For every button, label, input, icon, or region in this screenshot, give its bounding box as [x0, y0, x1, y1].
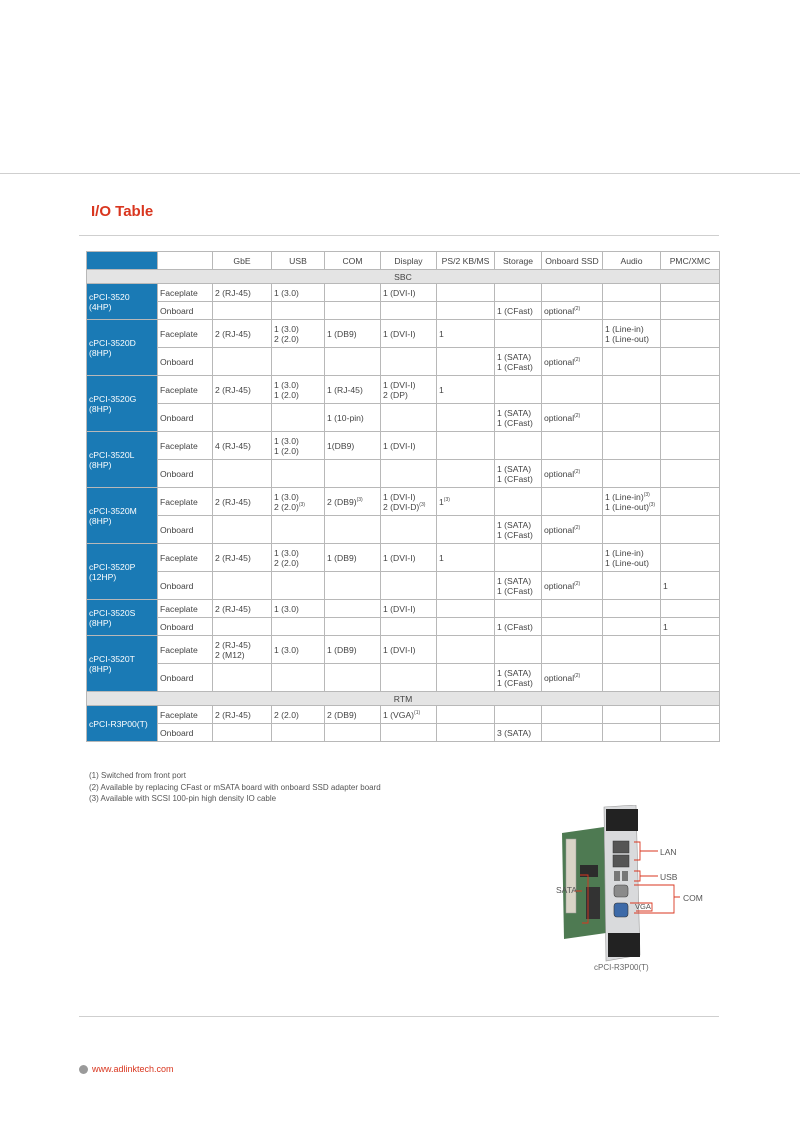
row-type: Faceplate — [158, 488, 213, 516]
com-port — [614, 885, 628, 897]
table-cell — [437, 664, 495, 692]
row-type: Onboard — [158, 404, 213, 432]
column-header: Storage — [495, 252, 542, 270]
table-cell — [272, 404, 325, 432]
column-header: Audio — [603, 252, 661, 270]
table-cell — [381, 404, 437, 432]
table-row — [87, 636, 720, 664]
table-row — [87, 460, 720, 488]
table-cell — [213, 348, 272, 376]
title-divider — [79, 235, 719, 236]
column-header: PMC/XMC — [661, 252, 720, 270]
website-link[interactable]: www.adlinktech.com — [92, 1064, 174, 1074]
bottom-divider — [79, 1016, 719, 1017]
model-name: cPCI-3520L (8HP) — [87, 432, 158, 488]
table-cell — [272, 572, 325, 600]
table-row — [87, 320, 720, 348]
table-row — [87, 302, 720, 320]
table-cell: 1 (SATA) 1 (CFast) — [495, 572, 542, 600]
section-row — [87, 692, 720, 706]
com-label: COM — [683, 893, 703, 903]
table-row — [87, 516, 720, 544]
table-cell — [325, 348, 381, 376]
table-cell — [437, 600, 495, 618]
table-row — [87, 618, 720, 636]
section-label: RTM — [87, 692, 720, 706]
table-cell — [603, 348, 661, 376]
row-type: Faceplate — [158, 320, 213, 348]
table-cell: 1 — [661, 618, 720, 636]
table-cell — [381, 618, 437, 636]
table-cell: 1 (3.0) 2 $(2.0)^{(3)}$ — [272, 488, 325, 516]
table-cell — [325, 600, 381, 618]
row-type: Faceplate — [158, 706, 213, 724]
table-cell: 2 (RJ-45) — [213, 706, 272, 724]
table-cell: 1 (3.0) 1 (2.0) — [272, 376, 325, 404]
vga-label: VGA — [635, 902, 651, 911]
table-cell — [437, 618, 495, 636]
table-cell: 1 (DVI-I) — [381, 432, 437, 460]
lan-label: LAN — [660, 847, 677, 857]
table-cell — [542, 284, 603, 302]
row-type: Faceplate — [158, 376, 213, 404]
table-cell — [603, 706, 661, 724]
table-cell: 2 (2.0) — [272, 706, 325, 724]
table-cell — [437, 284, 495, 302]
row-type: Onboard — [158, 460, 213, 488]
table-cell — [661, 664, 720, 692]
table-cell — [542, 432, 603, 460]
model-name: cPCI-3520P (12HP) — [87, 544, 158, 600]
table-cell — [213, 724, 272, 742]
figure-caption: cPCI-R3P00(T) — [594, 963, 649, 972]
table-cell: 1 (DB9) — [325, 544, 381, 572]
table-cell — [542, 320, 603, 348]
table-cell: 2 $(DB9)^{(3)}$ — [325, 488, 381, 516]
table-cell — [213, 404, 272, 432]
table-cell — [437, 516, 495, 544]
table-row — [87, 600, 720, 618]
table-cell — [603, 432, 661, 460]
table-cell — [661, 284, 720, 302]
table-cell — [542, 618, 603, 636]
page-title: I/O Table — [91, 203, 154, 220]
table-cell — [272, 516, 325, 544]
table-cell: 1 (DVI-I) 2 $(DVI-D)^{(3)}$ — [381, 488, 437, 516]
table-cell — [495, 284, 542, 302]
sata-label: SATA — [556, 885, 577, 895]
table-cell — [661, 460, 720, 488]
table-cell — [603, 284, 661, 302]
table-row — [87, 376, 720, 404]
row-type: Faceplate — [158, 432, 213, 460]
table-cell: optional$^{(2)}$ — [542, 348, 603, 376]
table-cell: optional$^{(2)}$ — [542, 572, 603, 600]
table-cell: optional$^{(2)}$ — [542, 302, 603, 320]
table-cell — [661, 432, 720, 460]
table-cell — [437, 302, 495, 320]
section-row — [87, 270, 720, 284]
vga-port — [614, 903, 628, 917]
header-corner — [87, 252, 158, 270]
table-cell — [603, 516, 661, 544]
backplane-connector — [566, 839, 576, 913]
table-cell — [381, 348, 437, 376]
table-cell — [381, 302, 437, 320]
table-cell: 1 — [661, 572, 720, 600]
table-cell: 1 (3.0) — [272, 636, 325, 664]
model-name: cPCI-3520T (8HP) — [87, 636, 158, 692]
table-cell — [437, 348, 495, 376]
table-cell — [542, 544, 603, 572]
row-type: Faceplate — [158, 600, 213, 618]
table-cell — [495, 488, 542, 516]
table-cell — [603, 618, 661, 636]
table-cell: 1(DB9) — [325, 432, 381, 460]
table-cell — [213, 516, 272, 544]
column-header: Display — [381, 252, 437, 270]
table-cell — [495, 706, 542, 724]
table-cell: optional$^{(2)}$ — [542, 404, 603, 432]
model-name: cPCI-3520G (8HP) — [87, 376, 158, 432]
table-cell — [495, 636, 542, 664]
table-cell — [542, 376, 603, 404]
table-header-row — [87, 252, 720, 270]
table-cell: 1 (Line-in)$^{(3)}$ 1 (Line-out)$^{(3)}$ — [603, 488, 661, 516]
table-cell: 2 (RJ-45) — [213, 320, 272, 348]
table-cell — [381, 724, 437, 742]
table-cell: 1 — [437, 544, 495, 572]
table-cell — [325, 618, 381, 636]
table-cell — [603, 636, 661, 664]
table-cell: optional$^{(2)}$ — [542, 516, 603, 544]
table-cell — [381, 516, 437, 544]
column-header: USB — [272, 252, 325, 270]
table-cell: 1 (Line-in) 1 (Line-out) — [603, 544, 661, 572]
table-cell — [381, 460, 437, 488]
section-label: SBC — [87, 270, 720, 284]
table-cell: 2 (DB9) — [325, 706, 381, 724]
table-cell — [437, 572, 495, 600]
table-row — [87, 404, 720, 432]
column-header: PS/2 KB/MS — [437, 252, 495, 270]
row-type: Onboard — [158, 664, 213, 692]
table-cell — [542, 488, 603, 516]
table-cell: 1 (3.0) 1 (2.0) — [272, 432, 325, 460]
model-name: cPCI-R3P00(T) — [87, 706, 158, 742]
table-cell — [325, 302, 381, 320]
table-cell — [603, 724, 661, 742]
footnote-3: (3) Available with SCSI 100-pin high density IO cable — [89, 794, 277, 803]
table-cell: optional$^{(2)}$ — [542, 460, 603, 488]
table-row — [87, 284, 720, 302]
row-type: Onboard — [158, 724, 213, 742]
table-cell — [603, 302, 661, 320]
table-cell: 2 (RJ-45) 2 (M12) — [213, 636, 272, 664]
model-name: cPCI-3520 (4HP) — [87, 284, 158, 320]
table-cell: 1 (Line-in) 1 (Line-out) — [603, 320, 661, 348]
table-row — [87, 664, 720, 692]
table-cell — [325, 572, 381, 600]
table-row — [87, 724, 720, 742]
table-cell — [325, 724, 381, 742]
table-cell — [661, 320, 720, 348]
table-cell: 4 (RJ-45) — [213, 432, 272, 460]
table-cell — [603, 664, 661, 692]
top-handle — [606, 809, 638, 831]
column-header: Onboard SSD — [542, 252, 603, 270]
table-cell — [661, 348, 720, 376]
table-cell — [437, 432, 495, 460]
table-cell — [272, 348, 325, 376]
header-type — [158, 252, 213, 270]
table-cell: 2 (RJ-45) — [213, 600, 272, 618]
table-cell — [437, 724, 495, 742]
table-cell — [542, 636, 603, 664]
table-cell — [325, 664, 381, 692]
table-cell: 1 — [437, 376, 495, 404]
table-row — [87, 572, 720, 600]
table-cell — [213, 460, 272, 488]
table-cell: 1 (DVI-I) — [381, 544, 437, 572]
table-cell — [325, 516, 381, 544]
table-cell — [661, 600, 720, 618]
table-row — [87, 432, 720, 460]
io-table — [86, 251, 720, 742]
table-cell — [213, 302, 272, 320]
table-cell — [213, 618, 272, 636]
bottom-handle — [608, 933, 640, 957]
row-type: Onboard — [158, 302, 213, 320]
table-cell: 3 (SATA) — [495, 724, 542, 742]
table-cell — [542, 600, 603, 618]
table-cell — [495, 432, 542, 460]
table-cell: 1 (DVI-I) 2 (DP) — [381, 376, 437, 404]
table-cell — [272, 664, 325, 692]
table-cell — [542, 706, 603, 724]
column-header: GbE — [213, 252, 272, 270]
table-cell: 1 — [437, 320, 495, 348]
table-cell: 1 (10-pin) — [325, 404, 381, 432]
table-cell — [603, 404, 661, 432]
table-cell: 1 (DB9) — [325, 636, 381, 664]
table-cell: 1 (DVI-I) — [381, 320, 437, 348]
row-type: Onboard — [158, 618, 213, 636]
table-cell: 1 (SATA) 1 (CFast) — [495, 516, 542, 544]
usb-port-1 — [614, 871, 620, 881]
table-cell — [542, 724, 603, 742]
footnote-1: (1) Switched from front port — [89, 771, 186, 780]
table-cell: 1 (CFast) — [495, 302, 542, 320]
rtm-board-illustration — [540, 805, 720, 965]
row-type: Faceplate — [158, 636, 213, 664]
table-row — [87, 348, 720, 376]
row-type: Onboard — [158, 516, 213, 544]
table-cell: 1 (3.0) — [272, 284, 325, 302]
table-cell — [603, 460, 661, 488]
table-body — [87, 270, 720, 742]
table-cell — [661, 724, 720, 742]
table-cell — [661, 302, 720, 320]
table-cell — [495, 320, 542, 348]
table-cell — [603, 572, 661, 600]
table-cell — [437, 636, 495, 664]
table-cell: 1 (RJ-45) — [325, 376, 381, 404]
page-footer — [79, 1064, 174, 1074]
lan-port-1 — [613, 841, 629, 853]
model-name: cPCI-3520M (8HP) — [87, 488, 158, 544]
table-cell — [661, 376, 720, 404]
globe-icon — [79, 1065, 88, 1074]
table-cell: 1 (SATA) 1 (CFast) — [495, 664, 542, 692]
table-cell — [495, 544, 542, 572]
table-cell: 1 (DVI-I) — [381, 600, 437, 618]
row-type: Faceplate — [158, 544, 213, 572]
table-cell — [272, 302, 325, 320]
table-cell — [603, 376, 661, 404]
table-cell: 2 (RJ-45) — [213, 544, 272, 572]
usb-label: USB — [660, 872, 678, 882]
model-name: cPCI-3520S (8HP) — [87, 600, 158, 636]
row-type: Onboard — [158, 572, 213, 600]
table-row — [87, 488, 720, 516]
table-cell — [213, 572, 272, 600]
footnotes — [89, 770, 381, 805]
table-cell — [272, 618, 325, 636]
table-row — [87, 706, 720, 724]
table-cell: optional$^{(2)}$ — [542, 664, 603, 692]
top-divider — [0, 173, 800, 174]
table-cell — [661, 516, 720, 544]
table-cell — [437, 706, 495, 724]
table-cell — [661, 404, 720, 432]
usb-port-2 — [622, 871, 628, 881]
lan-port-2 — [613, 855, 629, 867]
table-cell: 1 (3.0) — [272, 600, 325, 618]
table-cell — [495, 600, 542, 618]
table-cell: 1 (3.0) 2 (2.0) — [272, 544, 325, 572]
table-cell: 2 (RJ-45) — [213, 376, 272, 404]
row-type: Faceplate — [158, 284, 213, 302]
model-name: cPCI-3520D (8HP) — [87, 320, 158, 376]
table-cell — [325, 460, 381, 488]
table-cell — [213, 664, 272, 692]
footnote-2: (2) Available by replacing CFast or mSATA board with onboard SSD adapter board — [89, 782, 381, 792]
row-type: Onboard — [158, 348, 213, 376]
table-cell — [661, 488, 720, 516]
column-header: COM — [325, 252, 381, 270]
table-cell: 1 (VGA)$^{(1)}$ — [381, 706, 437, 724]
table-cell — [437, 460, 495, 488]
table-cell — [661, 544, 720, 572]
table-cell: 1 (DB9) — [325, 320, 381, 348]
table-cell: 1 (SATA) 1 (CFast) — [495, 348, 542, 376]
table-cell: 1 (SATA) 1 (CFast) — [495, 404, 542, 432]
table-cell — [661, 636, 720, 664]
table-cell: 1 (CFast) — [495, 618, 542, 636]
table-cell — [437, 404, 495, 432]
table-cell: 1 (3.0) 2 (2.0) — [272, 320, 325, 348]
table-cell — [603, 600, 661, 618]
table-cell — [381, 572, 437, 600]
table-cell — [325, 284, 381, 302]
table-cell — [661, 706, 720, 724]
table-cell: 1 (SATA) 1 (CFast) — [495, 460, 542, 488]
table-cell: 1 (DVI-I) — [381, 636, 437, 664]
table-cell: 1$^{(3)}$ — [437, 488, 495, 516]
table-cell: 2 (RJ-45) — [213, 284, 272, 302]
table-cell — [272, 724, 325, 742]
table-cell: 1 (DVI-I) — [381, 284, 437, 302]
table-row — [87, 544, 720, 572]
table-cell — [495, 376, 542, 404]
table-cell — [272, 460, 325, 488]
table-cell — [381, 664, 437, 692]
table-cell: 2 (RJ-45) — [213, 488, 272, 516]
